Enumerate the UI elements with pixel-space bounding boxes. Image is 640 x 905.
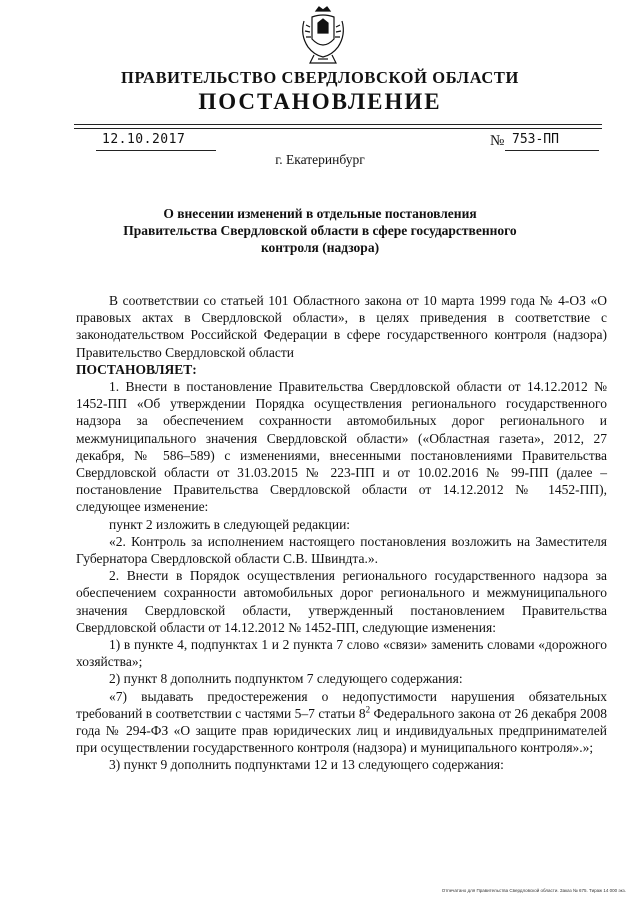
document-date: 12.10.2017 xyxy=(102,132,186,147)
resolves-heading: ПОСТАНОВЛЯЕТ: xyxy=(76,361,197,377)
date-underline xyxy=(96,150,216,151)
paragraph: пункт 2 изложить в следующей редакции: xyxy=(109,516,351,532)
title-line: контроля (надзора) xyxy=(260,240,380,255)
paragraph: 1) в пункте 4, подпунктах 1 и 2 пункта 7 слово «связи» заменить словами «дорожного хозяйства»; xyxy=(76,637,607,670)
city: г. Екатеринбург xyxy=(275,152,365,167)
title-line: О внесении изменений в отдельные постановления xyxy=(163,206,477,221)
text-run: «7) выдавать предостережения о недопустимости нарушения обязательных требований в соответствии с частями 5–7 статьи 8 xyxy=(76,688,607,721)
header-rule xyxy=(74,124,602,125)
superscript: 2 xyxy=(365,704,371,715)
number-underline xyxy=(505,150,599,151)
paragraph: 1. Внести в постановление Правительства Свердловской области от 14.12.2012 № 1452-ПП «Об утверждении Порядка осуществления регионального государственного надзора за обеспечением сохранности автомобильных дорог регионального и межмуниципального значения Свердловской области» («Областная газета», 2012, 27 декабря, № 586–589) с изменениями, внесенными постановлениями Правительства Свердловской области от 31.03.2015 № 223-ПП и от 10.02.2016 № 99-ПП (далее – постановление Правительства Свердловской области от 14.12.2012 № 1452-ПП), следующее изменение: xyxy=(76,379,607,515)
number-sign: № xyxy=(490,133,505,149)
text-run: Федерального закона от 26 декабря 2008 года № 294-ФЗ «О защите прав юридических лиц и индивидуальных предпринимателей при осуществлении государственного контроля (надзора) и муниципального контроля».»; xyxy=(76,705,607,756)
document-number: 753-ПП xyxy=(512,132,559,147)
paragraph: 2. Внести в Порядок осуществления регионального государственного надзора за обеспечением сохранности автомобильных дорог регионального и межмуниципального значения Свердловской области, утвержденный постановлением Правительства Свердловской области от 14.12.2012 № 1452-ПП, следующие изменения: xyxy=(76,568,607,635)
paragraph: «2. Контроль за исполнением настоящего постановления возложить на Заместителя Губернатора Свердловской области С.В. Швиндта.». xyxy=(76,533,607,567)
print-note: Отпечатано для Правительства Свердловской области. Заказ № 675. Тираж 14 000 экз. xyxy=(441,888,626,893)
organization-name: ПРАВИТЕЛЬСТВО СВЕРДЛОВСКОЙ ОБЛАСТИ xyxy=(121,68,519,87)
paragraph: 2) пункт 8 дополнить подпунктом 7 следующего содержания: xyxy=(109,671,463,687)
document-title xyxy=(120,205,520,256)
document-type: ПОСТАНОВЛЕНИЕ xyxy=(198,89,442,114)
title-line: Правительства Свердловской области в сфере государственного xyxy=(123,223,517,238)
coat-of-arms-icon xyxy=(296,5,350,65)
document-body xyxy=(76,292,607,774)
preamble-paragraph: В соответствии со статьей 101 Областного закона от 10 марта 1999 года № 4-ОЗ «О правовых актах в Свердловской области», в целях приведения в соответствие с законодательством Российской Федерации в сфере государственного контроля (надзора) Правительство Свердловской области xyxy=(76,293,607,360)
paragraph xyxy=(76,688,607,757)
header-rule-thin xyxy=(74,128,602,129)
paragraph: 3) пункт 9 дополнить подпунктами 12 и 13 следующего содержания: xyxy=(109,757,504,773)
